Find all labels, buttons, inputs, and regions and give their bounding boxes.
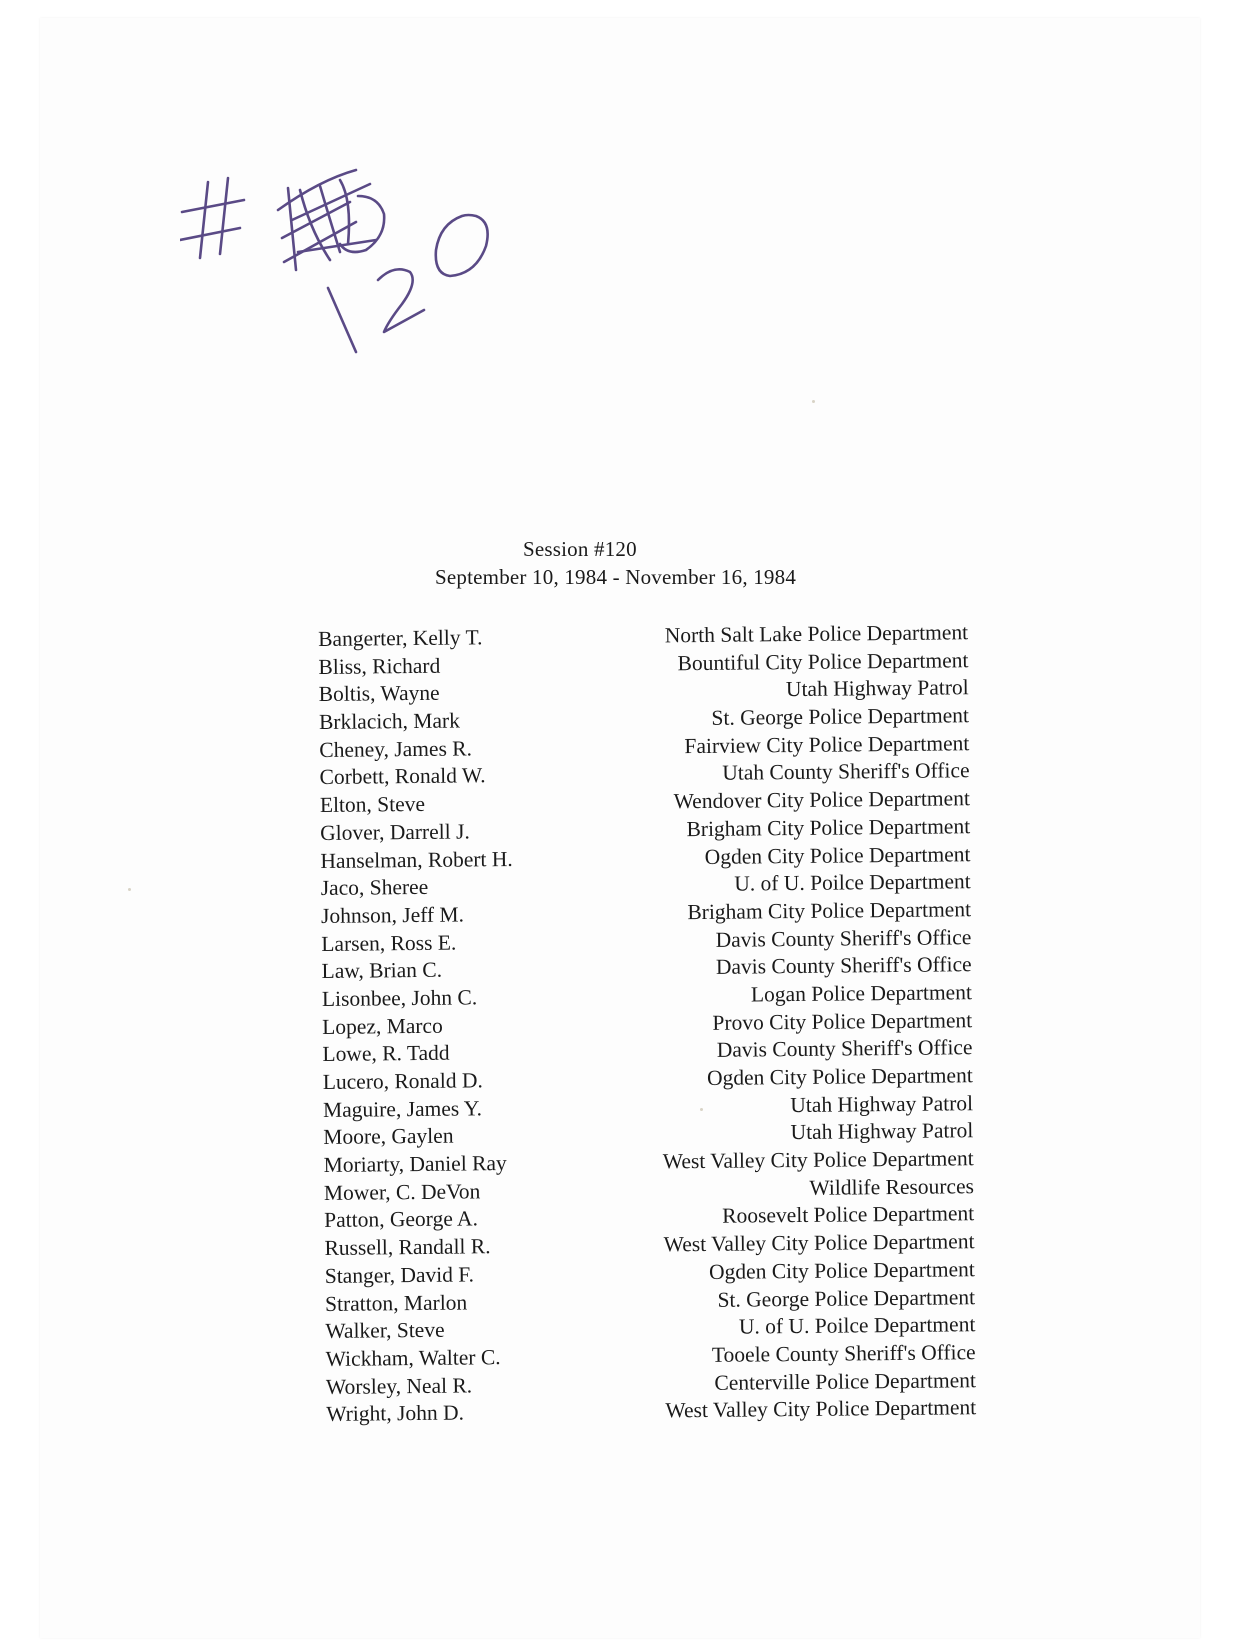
officer-name: Boltis, Wayne (318, 681, 440, 707)
hash-mark (182, 200, 244, 212)
officer-name: Glover, Darrell J. (320, 819, 470, 845)
agency-name: Ogden City Police Department (704, 841, 971, 869)
hash-mark (200, 182, 208, 258)
agency-name: Ogden City Police Department (706, 1063, 973, 1090)
agency-name: Wildlife Resources (809, 1173, 975, 1200)
officer-name: Bangerter, Kelly T. (318, 625, 483, 651)
roster-list (318, 619, 976, 1429)
agency-name: U. of U. Poilce Department (738, 1312, 976, 1339)
agency-name: St. George Police Department (711, 703, 970, 730)
agency-name: Wendover City Police Department (673, 786, 970, 814)
officer-name: Stanger, David F. (324, 1262, 475, 1288)
agency-name: Ogden City Police Department (708, 1256, 975, 1284)
officer-name: Wright, John D. (326, 1400, 465, 1427)
agency-name: Logan Police Department (750, 980, 972, 1007)
officer-name: Wickham, Walter C. (325, 1345, 501, 1371)
officer-name: Moore, Gaylen (323, 1123, 454, 1150)
officer-name: Stratton, Marlon (324, 1289, 468, 1316)
agency-name: Bountiful City Police Department (677, 647, 969, 675)
officer-name: Worsley, Neal R. (325, 1372, 473, 1399)
agency-name: Utah County Sheriff's Office (722, 758, 970, 786)
agency-name: Brigham City Police Department (686, 813, 971, 841)
officer-name: Lopez, Marco (322, 1013, 443, 1039)
scribble (340, 180, 349, 244)
officer-name: Law, Brian C. (321, 957, 443, 984)
officer-name: Lisonbee, John C. (321, 985, 478, 1011)
officer-name: Brklacich, Mark (318, 708, 461, 735)
paper-speck (700, 1108, 703, 1111)
agency-name: Centerville Police Department (714, 1367, 977, 1395)
session-dates: September 10, 1984 - November 16, 1984 (435, 565, 797, 589)
hash-mark (180, 228, 240, 240)
agency-name: West Valley City Police Department (663, 1229, 975, 1257)
officer-name: Russell, Randall R. (324, 1234, 491, 1261)
agency-name: North Salt Lake Police Department (664, 620, 969, 648)
agency-name: West Valley City Police Department (665, 1395, 977, 1423)
hash-mark (220, 178, 228, 254)
officer-name: Larsen, Ross E. (321, 930, 457, 956)
officer-name: Jaco, Sheree (320, 875, 429, 901)
agency-name: West Valley City Police Department (662, 1146, 974, 1174)
officer-name: Walker, Steve (325, 1317, 445, 1344)
agency-name: Davis County Sheriff's Office (715, 924, 972, 952)
officer-name: Lowe, R. Tadd (322, 1040, 450, 1067)
officer-name: Bliss, Richard (318, 653, 441, 679)
paper-speck (128, 888, 131, 891)
scribble (320, 186, 340, 252)
agency-name: Tooele County Sheriff's Office (711, 1340, 976, 1367)
agency-name: Utah Highway Patrol (790, 1090, 974, 1117)
officer-name: Johnson, Jeff M. (320, 902, 465, 928)
agency-name: Davis County Sheriff's Office (716, 1035, 973, 1063)
agency-name: Utah Highway Patrol (785, 675, 969, 702)
agency-name: U. of U. Poilce Department (734, 869, 971, 896)
digit-two (378, 269, 424, 332)
session-title: Session #120 (523, 537, 637, 561)
agency-name: Roosevelt Police Department (722, 1201, 975, 1229)
paper-speck (812, 400, 815, 403)
officer-name: Cheney, James R. (319, 736, 473, 762)
digit-zero (436, 215, 488, 276)
officer-name: Mower, C. DeVon (323, 1179, 481, 1205)
agency-name: Davis County Sheriff's Office (715, 952, 972, 980)
officer-name: Elton, Steve (319, 792, 426, 818)
officer-name: Moriarty, Daniel Ray (323, 1151, 507, 1178)
officer-name: Corbett, Ronald W. (319, 763, 486, 790)
digit-one (328, 288, 356, 352)
handwritten-session-number (180, 140, 520, 380)
officer-name: Patton, George A. (324, 1206, 479, 1233)
agency-name: Brigham City Police Department (687, 897, 972, 925)
agency-name: Utah Highway Patrol (790, 1118, 974, 1145)
officer-name: Hanselman, Robert H. (320, 846, 513, 873)
agency-name: Provo City Police Department (712, 1007, 973, 1035)
agency-name: St. George Police Department (717, 1284, 976, 1312)
officer-name: Maguire, James Y. (322, 1095, 483, 1122)
agency-name: Fairview City Police Department (684, 730, 970, 758)
officer-name: Lucero, Ronald D. (322, 1068, 483, 1094)
